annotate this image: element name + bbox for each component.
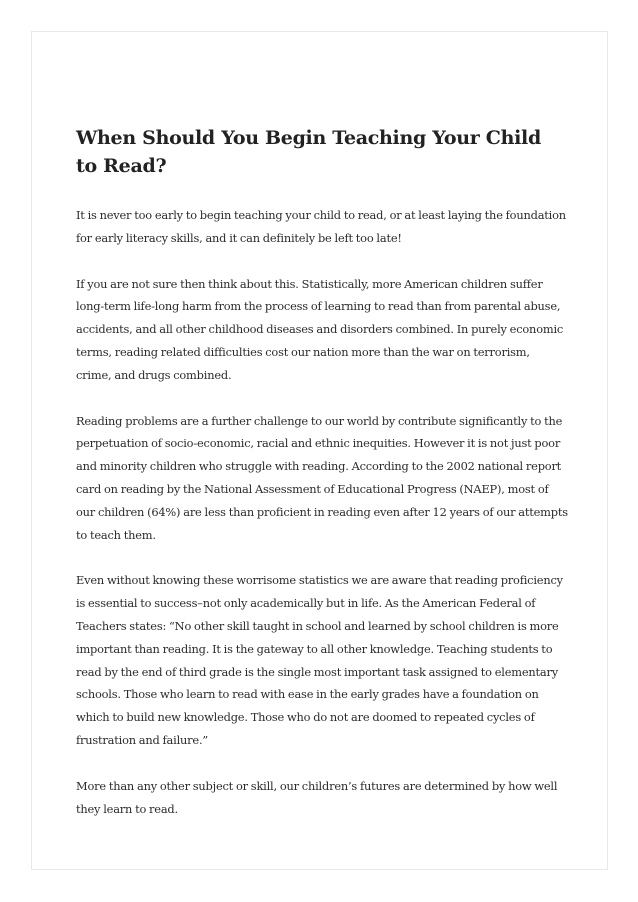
paragraph-3: Reading problems are a further challenge to our world by contribute significantly to the perpetuation of socio-economic, racial and ethnic inequities. However it is not just poor and minority children who struggle with reading. According to the 2002 national report card on reading by the National Assessment of Educational Progress (NAEP), most of our children (64%) are less than proficient in reading even after 12 years of our attempts to teach them. [76,413,568,542]
paragraph-2: If you are not sure then think about this. Statistically, more American children suffer long-term life-long harm from the process of learning to read than from parental abuse, accidents, and all other childhood diseases and disorders combined. In purely economic terms, reading related difficulties cost our nation more than the war on terrorism, crime, and drugs combined. [76,276,564,382]
document-content [76,124,568,843]
paragraph-5: More than any other subject or skill, our children’s futures are determined by how well they learn to read. [76,778,558,816]
document-title: When Should You Begin Teaching Your Child to Read? [76,127,541,177]
paragraph-4: Even without knowing these worrisome statistics we are aware that reading proficiency is essential to success–not only academically but in life. As the American Federal of Teachers states: “No other skill taught in school and learned by school children is more important than reading. It is the gateway to all other knowledge. Teaching students to read by the end of third grade is the single most important task assigned to elementary schools. Those who learn to read with ease in the early grades have a foundation on which to build new knowledge. Those who do not are doomed to repeated cycles of frustration and failure.” [76,573,563,747]
document-page [31,31,608,870]
paragraph-1: It is never too early to begin teaching your child to read, or at least laying the foundation for early literacy skills, and it can definitely be left too late! [76,208,566,245]
